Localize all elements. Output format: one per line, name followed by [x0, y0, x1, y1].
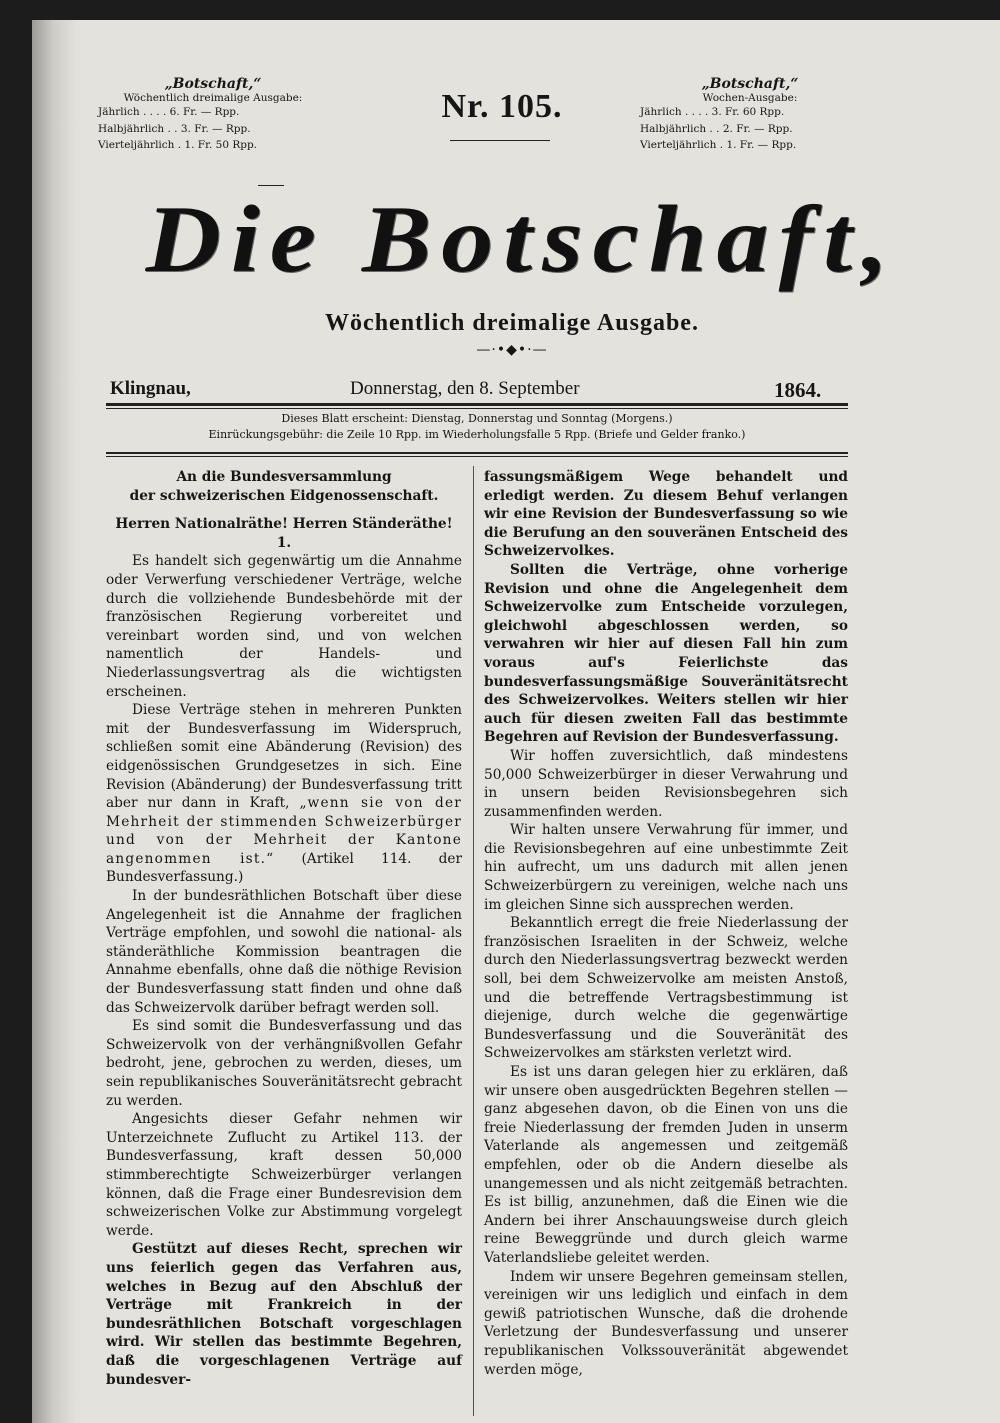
ornament-divider: —·•◆•·— [476, 342, 548, 358]
paragraph: Wir halten unsere Verwahrung für immer, und die Revisionsbegehren auf eine unbestimmte Zeit hin aufrecht, um uns dadurch mit allen jenen Schweizerbürgern zu vereinigen, welche nach uns im gleichen Sinne sich aussprechen werden. [484, 822, 848, 913]
right-box-row: Vierteljährlich . 1. Fr. — Rpp. [640, 139, 797, 151]
article-column-right [484, 468, 848, 1379]
article-heading: An die Bundesversammlung [176, 469, 392, 485]
left-box-title: „Botschaft,“ [164, 76, 262, 92]
dateline-date: Donnerstag, den 8. September [350, 378, 580, 399]
dateline-rule-top [106, 403, 848, 406]
paragraph: Wir hoffen zuversichtlich, daß mindestens 50,000 Schweizerbürger in dieser Verwahrung und in unsern beiden Revisionsbegehren sich zusammenfinden werden. [484, 747, 848, 820]
dateline-rule-thin [106, 408, 848, 409]
paragraph-text: Diese Verträge stehen in mehreren Punkten mit der Bundesverfassung im Widerspruch, schließen somit eine Abänderung (Revision) des eidgenössischen Grundgesetzes in sich. Eine Revision (Abänderung) der Bundesverfassung tritt aber nur dann in Kraft, [106, 702, 462, 812]
paragraph-bold: Gestützt auf dieses Recht, sprechen wir uns feierlich gegen das Verfahren aus, welches in Bezug auf den Abschluß der Verträge mit Frankreich in der bundesräthlichen Botschaft vorgeschlagen wird. Wir stellen das bestimmte Begehren, daß die vorgeschlagenen Verträge auf bundesver- [106, 1241, 462, 1388]
paragraph: In der bundesräthlichen Botschaft über diese Angelegenheit ist die Annahme der fraglichen Verträge empfohlen, und sowohl die national- als ständeräthliche Kommission beantragen die Annahme ebenfalls, ohne daß die nöthige Revision der Bundesverfassung statt finden und ohne daß das Schweizervolk darüber befragt werden soll. [106, 888, 462, 1016]
right-subscription-box [640, 76, 860, 154]
left-subscription-box [98, 76, 328, 154]
masthead-subtitle: Wöchentlich dreimalige Ausgabe. [325, 310, 699, 336]
right-box-subtitle: Wochen-Ausgabe: [702, 92, 798, 104]
paragraph: Es sind somit die Bundesverfassung und das Schweizervolk von der verhängnißvollen Gefahr bedroht, jene, gebrochen zu werden, dieses, um sein republikanisches Souveränitätsrecht gebracht zu werden. [106, 1018, 462, 1109]
newspaper-page [32, 20, 1000, 1423]
right-box-row: Jährlich . . . . 3. Fr. 60 Rpp. [640, 106, 785, 118]
paragraph-bold: fassungsmäßigem Wege behandelt und erledigt werden. Zu diesem Behuf verlangen wir eine Revision der Bundesverfassung so wie die Berufung an den souveränen Entscheid des Schweizervolkes. [484, 469, 848, 560]
paragraph: Indem wir unsere Begehren gemeinsam stellen, vereinigen wir uns lediglich und einfach in dem gewiß patriotischen Wunsche, daß die drohende Verletzung der Bundesverfassung und unserer republikanischen Volkssouveränität abgewendet werden möge, [484, 1268, 848, 1378]
issue-rule [450, 140, 550, 141]
article-citation: (Artikel 114. der Bundesverfassung.) [106, 850, 462, 886]
header-rule-bottom-thin [106, 456, 848, 457]
right-box-row: Halbjährlich . . 2. Fr. — Rpp. [640, 122, 793, 135]
article-column-left [106, 468, 462, 1389]
column-divider [473, 466, 474, 1416]
header-rule-bottom [106, 452, 848, 454]
paragraph: Es ist uns daran gelegen hier zu erklären, daß wir unsere oben ausgedrückten Begehren stellen — ganz abgesehen davon, ob die Einen von uns die freie Niederlassung der fremden Juden in unserm Vaterlande als angemessen und zeitgemäß empfehlen, oder ob die Andern dieselbe als unangemessen und als nicht zeitgemäß betrachten. Es ist billig, anzunehmen, daß die Einen wie die Andern bei ihrer Anschauungsweise durch gleich reine Beweggründe und durch gleich warme Vaterlandsliebe geleitet werden. [484, 1064, 848, 1266]
dateline-place: Klingnau, [110, 378, 191, 399]
paragraph [106, 701, 462, 887]
paragraph-bold: Sollten die Verträge, ohne vorherige Revision und ohne die Angelegenheit dem Schweizervolke zum Entscheide vorzulegen, gleichwohl abgeschlossen werden, so verwahren wir hier auf diesen Fall hin zum voraus auf's Feierlichste das bundesverfassungsmäßige Souveränitätsrecht des Schweizervolkes. Weiters stellen wir hier auch für diesen zweiten Fall das bestimmte Begehren auf Revision der Bundesverfassung. [484, 561, 848, 746]
article-salutation: Herren Nationalräthe! Herren Ständeräthe! [115, 516, 453, 533]
paragraph: Angesichts dieser Gefahr nehmen wir Unterzeichnete Zuflucht zu Artikel 113. der Bundesverfassung, kraft dessen 50,000 stimmberechtigte Schweizerbürger verlangen können, daß die Frage einer Bundesrevision dem schweizerischen Volke zur Abstimmung vorgelegt werde. [106, 1111, 462, 1239]
issue-number: Nr. 105. [441, 88, 563, 125]
dateline-year: 1864. [774, 378, 822, 402]
right-box-title: „Botschaft,“ [701, 76, 799, 92]
publication-info: Dieses Blatt erscheint: Dienstag, Donnerstag und Sonntag (Morgens.) [281, 412, 673, 425]
paragraph: Bekanntlich erregt die freie Niederlassung der französischen Israeliten in der Schweiz, welche durch den Niederlassungsvertrag bezweckt werden soll, bei dem Schweizervolke am meisten Anstoß, und die betreffende Vertragsbestimmung ist diejenige, durch welche die gegenwärtige Bundesverfassung und die Souveränität des Schweizervolkes am stärksten verletzt wird. [484, 915, 848, 1062]
advertising-info: Einrückungsgebühr: die Zeile 10 Rpp. im Wiederholungsfalle 5 Rpp. (Briefe und Gelder franko.) [208, 428, 746, 441]
left-box-row: Halbjährlich . . 3. Fr. — Rpp. [98, 122, 251, 135]
section-number: 1. [276, 534, 292, 551]
page-spine-shadow [32, 20, 78, 1423]
left-box-row: Jährlich . . . . 6. Fr. — Rpp. [98, 106, 240, 118]
constitution-quote: „wenn sie von der Mehrheit der stimmenden Schweizerbürger und von der Mehrheit der Kantone angenommen ist.“ [106, 795, 462, 867]
article-heading-line-2: der schweizerischen Eidgenossenschaft. [129, 487, 439, 504]
left-box-row: Vierteljährlich . 1. Fr. 50 Rpp. [98, 139, 258, 151]
paragraph: Es handelt sich gegenwärtig um die Annahme oder Verwerfung verschiedener Verträge, welche durch die vollziehende Bundesbehörde mit der französischen Regierung vorbereitet und vereinbart worden sind, und von welchen namentlich der Handels- und Niederlassungsvertrag als die wichtigsten erscheinen. [106, 553, 462, 700]
masthead-title: Die Botschaft, [145, 186, 899, 293]
left-box-subtitle: Wöchentlich dreimalige Ausgabe: [123, 92, 303, 104]
